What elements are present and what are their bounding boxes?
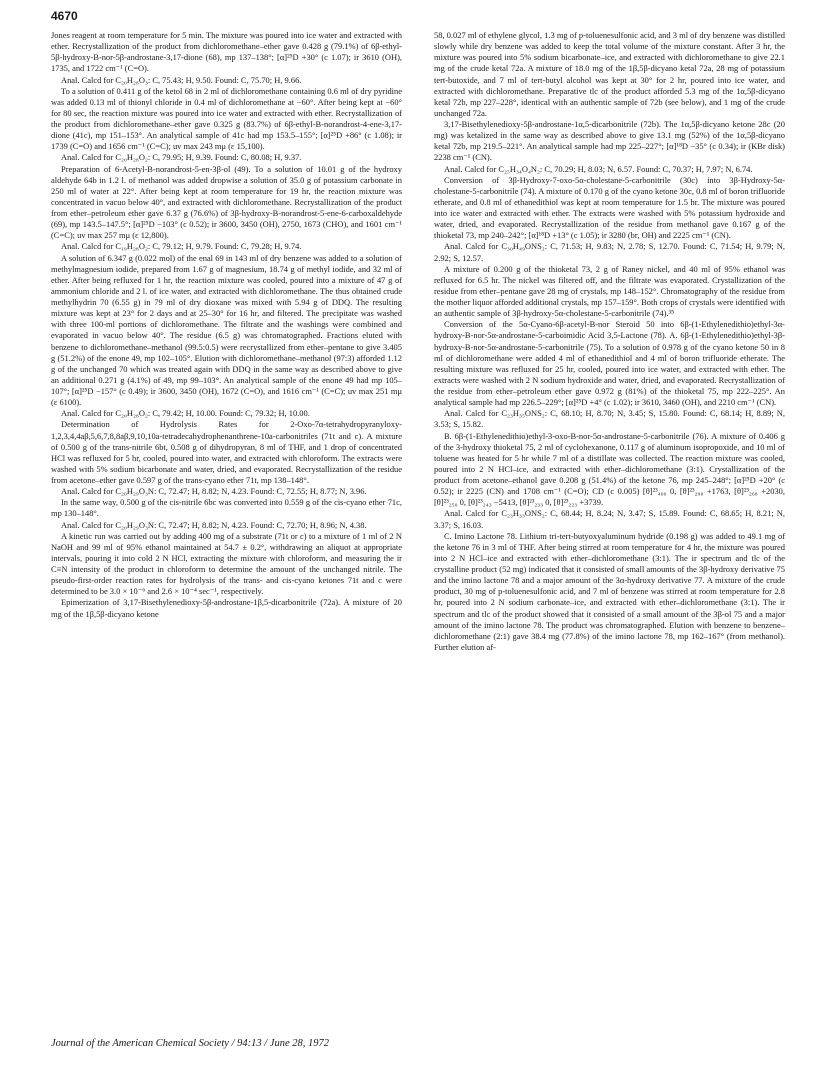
paragraph: Anal. Calcd for C₂₅H₃₄O₄N₂: C, 70.29; H, 8.03; N, 6.57. Found: C, 70.37; H, 7.97; N, 6.74.	[444, 163, 753, 174]
paragraph: Anal. Calcd for C₂₀H₂₉O₃N: C, 72.47; H, 8.82; N, 4.23. Found: C, 72.55; H, 8.77; N, 3.96.	[61, 486, 367, 497]
paragraph: Preparation of 6-Acetyl-B-norandrost-5-en-3β-ol (49). To a solution of 10.01 g of the hydroxy aldehyde 64b in 1.2 l. of methanol was added dropwise a solution of 35.0 g of potassium carbonate in 250 ml of water at 22°. After being kept at room temperature for 19 hr, the reaction mixture was concentrated in vacuo below 40°, and extracted with dichloromethane. Recrystallization of the product from ether–petroleum ether gave 6.37 g (76.6%) of 3β-hydroxy-B-norandrost-5-ene-6-carboxaldehyde (69), mp 143.5–147.5°; [α]²⁵D −103° (c 0.52); ir 3600, 3450 (OH), 2750, 1673 (CHO), and 1601 cm⁻¹ (C=C); uv max 257 mμ (ε 12,800).	[51, 163, 402, 241]
paragraph: C. Imino Lactone 78. Lithium tri-tert-butyoxyaluminum hydride (0.198 g) was added to 49.1 mg of the ketone 76 in 3 ml of THF. After being stirred at room temperature for 4 hr, the mixture was poured into 2 N HCl–ice and extracted with ether–dichloromethane (3:1). The ir spectrum and tlc of the crystalline product (52 mg) indicated that it consisted of small amounts of the 3β-hydroxy derivative 75 and the imino lactone 78 and a major amount of the 3α-hydroxy derivative 77. A mixture of the crude product, 30 mg of p-toluenesulfonic acid, and 7 ml of benzene was stirred at room temperature for 2.8 hr, poured into 2 N sodium carbonate–ice, and extracted with ether–dichloromethane (3:1). The ir spectrum and tlc of the product showed that it consisted of a small amount of the 3β-ol 75 and a major amount of the imino lactone 78. The product was chromatographed. Elution with benzene to benzene–dichloromethane (2:1) gave 38.4 mg (77.8%) of the imino lactone 78, mp 162–167° (from methanol). Further elution af-	[434, 530, 785, 652]
paragraph: 58, 0.027 ml of ethylene glycol, 1.3 mg of p-toluenesulfonic acid, and 3 ml of dry benzene was distilled slowly while dry benzene was added to keep the total volume of the mixture constant. After 3 hr, the mixture was poured into 5% sodium bicarbonate–ice, and extracted with dichloromethane to give 22.1 mg of the crude ketal 72a. A mixture of 18.0 mg of the 1β,5β-dicyano ketal 72a, 28 mg of potassium tert-butoxide, and 7 ml of tert-butyl alcohol was kept at 30° for 2 hr, poured into ice water, and extracted with dichloromethane. Preparative tlc of the product afforded 5.3 mg of the 1α,5β-dicyano ketal 72b, mp 227–228°, identical with an authentic sample of 72b (see below), and 1 mg of the crude unchanged 72a.	[434, 30, 785, 118]
paragraph: Anal. Calcd for C₁₉H₂₈O₂: C, 79.12; H, 9.79. Found: C, 79.28; H, 9.74.	[61, 241, 302, 252]
journal-footer: Journal of the American Chemical Society / 94:13 / June 28, 1972	[51, 1038, 329, 1049]
left-column	[51, 30, 402, 620]
paragraph: Anal. Calcd for C₂₀H₂₉O₃N: C, 72.47; H, 8.82; N, 4.23. Found: C, 72.70; H, 8.96; N, 4.38.	[61, 519, 367, 530]
paragraph: Conversion of 3β-Hydroxy-7-oxo-5α-cholestane-5-carbonitrile (30c) into 3β-Hydroxy-5α-cholestane-5-carbonitrile (74). A mixture of 0.170 g of the cyano ketone 30c, 0.8 ml of boron trifluoride etherate, and 0.8 ml of ethanedithiol was kept at room temperature for 1.5 hr. The mixture was poured into ice water and extracted with ether. The extracts were washed with 5% potassium hydroxide and water, dried, and evaporated. Recrystallization of the residue from methanol gave 0.167 g of the thioketal 73, mp 240–242°; [α]¹⁸D +13° (c 1.05); ir 3280 (br, OH) and 2225 cm⁻¹ (CN).	[434, 174, 785, 241]
paragraph: A mixture of 0.200 g of the thioketal 73, 2 g of Raney nickel, and 40 ml of 95% ethanol was refluxed for 6.5 hr. The nickel was filtered off, and the filtrate was evaporated. Crystallization of the residue from ether–pentane gave 28 mg of crystals, mp 148–152°. Chromatography of the residue from the mother liquor afforded additional crystals, mp 157–159°. Both crops of crystals were identified with an authentic sample of 3β-hydroxy-5α-cholestane-5-carbonitrile (74).³⁵	[434, 263, 785, 319]
paragraph: 3,17-Bisethylenedioxy-5β-androstane-1α,5-dicarbonitrile (72b). The 1α,5β-dicyano ketone 28c (20 mg) was ketalized in the same way as described above to give 13.1 mg (52%) of the 1α,5β-dicyano ketal 72b, mp 219.5–221°. An analytical sample had mp 225–227°; [α]¹⁸D −35° (c 0.34); ir (KBr disk) 2238 cm⁻¹ (CN).	[434, 119, 785, 163]
paragraph: Anal. Calcd for C₃₀H₄₉ONS₂: C, 71.53; H, 9.83; N, 2.78; S, 12.70. Found: C, 71.54; H, 9.79; N, 2.92; S, 12.57.	[434, 241, 785, 263]
paragraph: Determination of Hydrolysis Rates for 2-Oxo-7α-tetrahydropyranyloxy-1,2,3,4,4aβ,5,6,7,8,8aβ,9,10,10a-tetradecahydrophenanthrene-10a-carbonitriles (71t and c). A mixture of 0.500 g of the trans-nitrile 6bt, 0.508 g of dihydropyran, 8 ml of THF, and 1 drop of concentrated HCl was refluxed for 5 hr, cooled, poured into water, and extracted with chloroform. The extracts were washed with 5% sodium bicarbonate and water, dried, and evaporated. Recrystallization of the residue from acetone–ether gave 0.597 g of the trans-cyano ether 71t, mp 138–148°.	[51, 419, 402, 485]
paragraph: B. 6β-(1-Ethylenedithio)ethyl-3-oxo-B-nor-5α-androstane-5-carbonitrile (76). A mixture of 0.406 g of the 3-hydroxy thioketal 75, 2 ml of cyclohexanone, 0.117 g of aluminum isopropoxide, and 10 ml of toluene was heated for 5 hr while 7 ml of a distillate was collected. The reaction mixture was cooled, poured into 2 N HCl–ice, and extracted with ether–dichloromethane (3:1). Crystallization of the product from acetone–ethanol gave 0.208 g (51.4%) of the ketone 76, mp 245–248°; [α]²⁵D +20° (c 0.52); ir 2225 (CN) and 1708 cm⁻¹ (C=O); CD (c 0.005) [θ]²³₄₀₀ 0, [θ]²³₂₉₀ +1763, [θ]²³₂₆₈ +2030, [θ]²³₂₅₀ 0, [θ]²³₂₄₃ −5413, [θ]²³₂₃₃ 0, [θ]²³₂₂₃ +3739.	[434, 430, 785, 508]
paragraph: Anal. Calcd for C₂₀H₂₈O₃: C, 75.43; H, 9.50. Found: C, 75.70; H, 9.66.	[61, 74, 302, 85]
paragraph: Epimerization of 3,17-Bisethylenedioxy-5β-androstane-1β,5-dicarbonitrile (72a). A mixture of 20 mg of the 1β,5β-dicyano ketone	[51, 597, 402, 619]
paragraph: Anal. Calcd for C₂₀H₂₈O₂: C, 79.95; H, 9.39. Found: C, 80.08; H, 9.37.	[61, 152, 302, 163]
paragraph: A kinetic run was carried out by adding 400 mg of a substrate (71t or c) to a mixture of 1 ml of 2 N NaOH and 99 ml of 95% ethanol maintained at 54.7 ± 0.2°, withdrawing an aliquot at appropriate intervals, pouring it into cold 2 N HCl, extracting the mixture with chloroform, and measuring the ir C≡N intensity of the product in chloroform to determine the amount of the unchanged nitrile. The pseudo-first-order reaction rates for hydrolysis of the trans- and cis-cyano ketones 71t and c were determined to be 3.0 × 10⁻⁶ and 2.6 × 10⁻⁴ sec⁻¹, respectively.	[51, 530, 402, 597]
paragraph: Anal. Calcd for C₂₀H₂₈O₂: C, 79.42; H, 10.00. Found: C, 79.32; H, 10.00.	[61, 408, 310, 419]
paragraph: Anal. Calcd for C₂₃H₃₅ONS₂: C, 68.10; H, 8.70; N, 3.45; S, 15.80. Found: C, 68.14; H, 8.89; N, 3.53; S, 15.82.	[434, 408, 785, 430]
paragraph: In the same way, 0.500 g of the cis-nitrile 6bc was converted into 0.559 g of the cis-cyano ether 71c, mp 130–148°.	[51, 497, 402, 519]
paragraph: Jones reagent at room temperature for 5 min. The mixture was poured into ice water and extracted with ether. Recrystallization of the product from dichloromethane–ether gave 0.428 g (79.1%) of 6β-ethyl-5β-hydroxy-B-nor-5β-androstane-3,17-dione (68), mp 137–138°; [α]²⁵D +30° (c 1.07); ir 3610 (OH), 1735, and 1722 cm⁻¹ (C=O).	[51, 30, 402, 74]
paragraph: Conversion of the 5α-Cyano-6β-acetyl-B-nor Steroid 50 into 6β-(1-Ethylenedithio)ethyl-3α-hydroxy-B-nor-5α-androstane-5-carboimidic Acid 3,5-Lactone (78). A. 6β-(1-Ethylenedithio)ethyl-3β-hydroxy-B-nor-5α-androstane-5-carbonitrile (75). To a solution of 0.978 g of the cyano ketone 50 in 8 ml of dichloromethane were added 4 ml of ethanedithiol and 4 ml of boron trifluoride etherate. The resulting mixture was refluxed for 25 hr, cooled, poured into ice water, and extracted with ether. The extracts were washed with 2 N sodium hydroxide and water, dried, and evaporated. Recrystallization of the residue from ether–petroleum ether gave 0.972 g (81%) of the thioketal 75, mp 222–225°. An analytical sample had mp 226.5–229°; [α]²⁵D +4° (c 1.02); ir 3610, 3460 (OH), and 2210 cm⁻¹ (CN).	[434, 319, 785, 408]
paragraph: To a solution of 0.411 g of the ketol 68 in 2 ml of dichloromethane containing 0.6 ml of dry pyridine was added 0.13 ml of thionyl chloride in 0.4 ml of dichloromethane at −60°. After being kept at −60° for 80 sec, the reaction mixture was poured into ice water and extracted with ether. Recrystallization of the product from dichloromethane–ether gave 0.325 g (83.7%) of 6β-ethyl-B-norandrost-4-ene-3,17-dione (41c), mp 151–153°. An analytical sample of 41c had mp 153.5–155°; [α]²⁵D +86° (c 1.08); ir 1739 (C=O) and 1656 cm⁻¹ (C=C); uv max 243 mμ (ε 15,100).	[51, 85, 402, 152]
right-column	[434, 30, 785, 653]
paragraph: Anal. Calcd for C₂₃H₃₃ONS₂: C, 68.44; H, 8.24; N, 3.47; S, 15.89. Found: C, 68.65; H, 8.21; N, 3.37; S, 16.03.	[434, 508, 785, 530]
page-number: 4670	[51, 9, 78, 23]
paragraph: A solution of 6.347 g (0.022 mol) of the enal 69 in 143 ml of dry benzene was added to a solution of methylmagnesium iodide, prepared from 1.67 g of magnesium, 18.74 g of methyl iodide, and 32 ml of ether. After being refluxed for 1 hr, the reaction mixture was cooled, poured into a mixture of 47 g of ammonium chloride and 2 l. of ice water, and extracted with dichloromethane. The thus obtained crude methylhydrin 70 (6.55 g) in 79 ml of dry dioxane was mixed with 5.94 g of DDQ. The resulting mixture was kept at 23° for 2 days and at 25–30° for 16 hr, and filtered. The precipitate was washed with three 100-ml portions of dichloromethane. The filtrate and the washings were combined and evaporated in vacuo below 40°. The residue (6.5 g) was chromatographed. Fractions eluted with benzene to dichloromethane–methanol (99.5:0.5) were recrystallized from ether–pentane to give 3.405 g (51.2%) of the enone 49, mp 102–105°. Elution with dichloromethane–methanol (97:3) afforded 1.12 g of the unchanged 70 which was treated again with DDQ in the same way as described above to give an additional 0.271 g (4.1%) of 49, mp 99–103°. An analytical sample of the enone 49 had mp 105–107°; [α]²⁵D −157° (c 0.49); ir 3600, 3450 (OH), 1672 (C=O), and 1616 cm⁻¹ (C=C); uv max 251 mμ (ε 6100).	[51, 252, 402, 408]
